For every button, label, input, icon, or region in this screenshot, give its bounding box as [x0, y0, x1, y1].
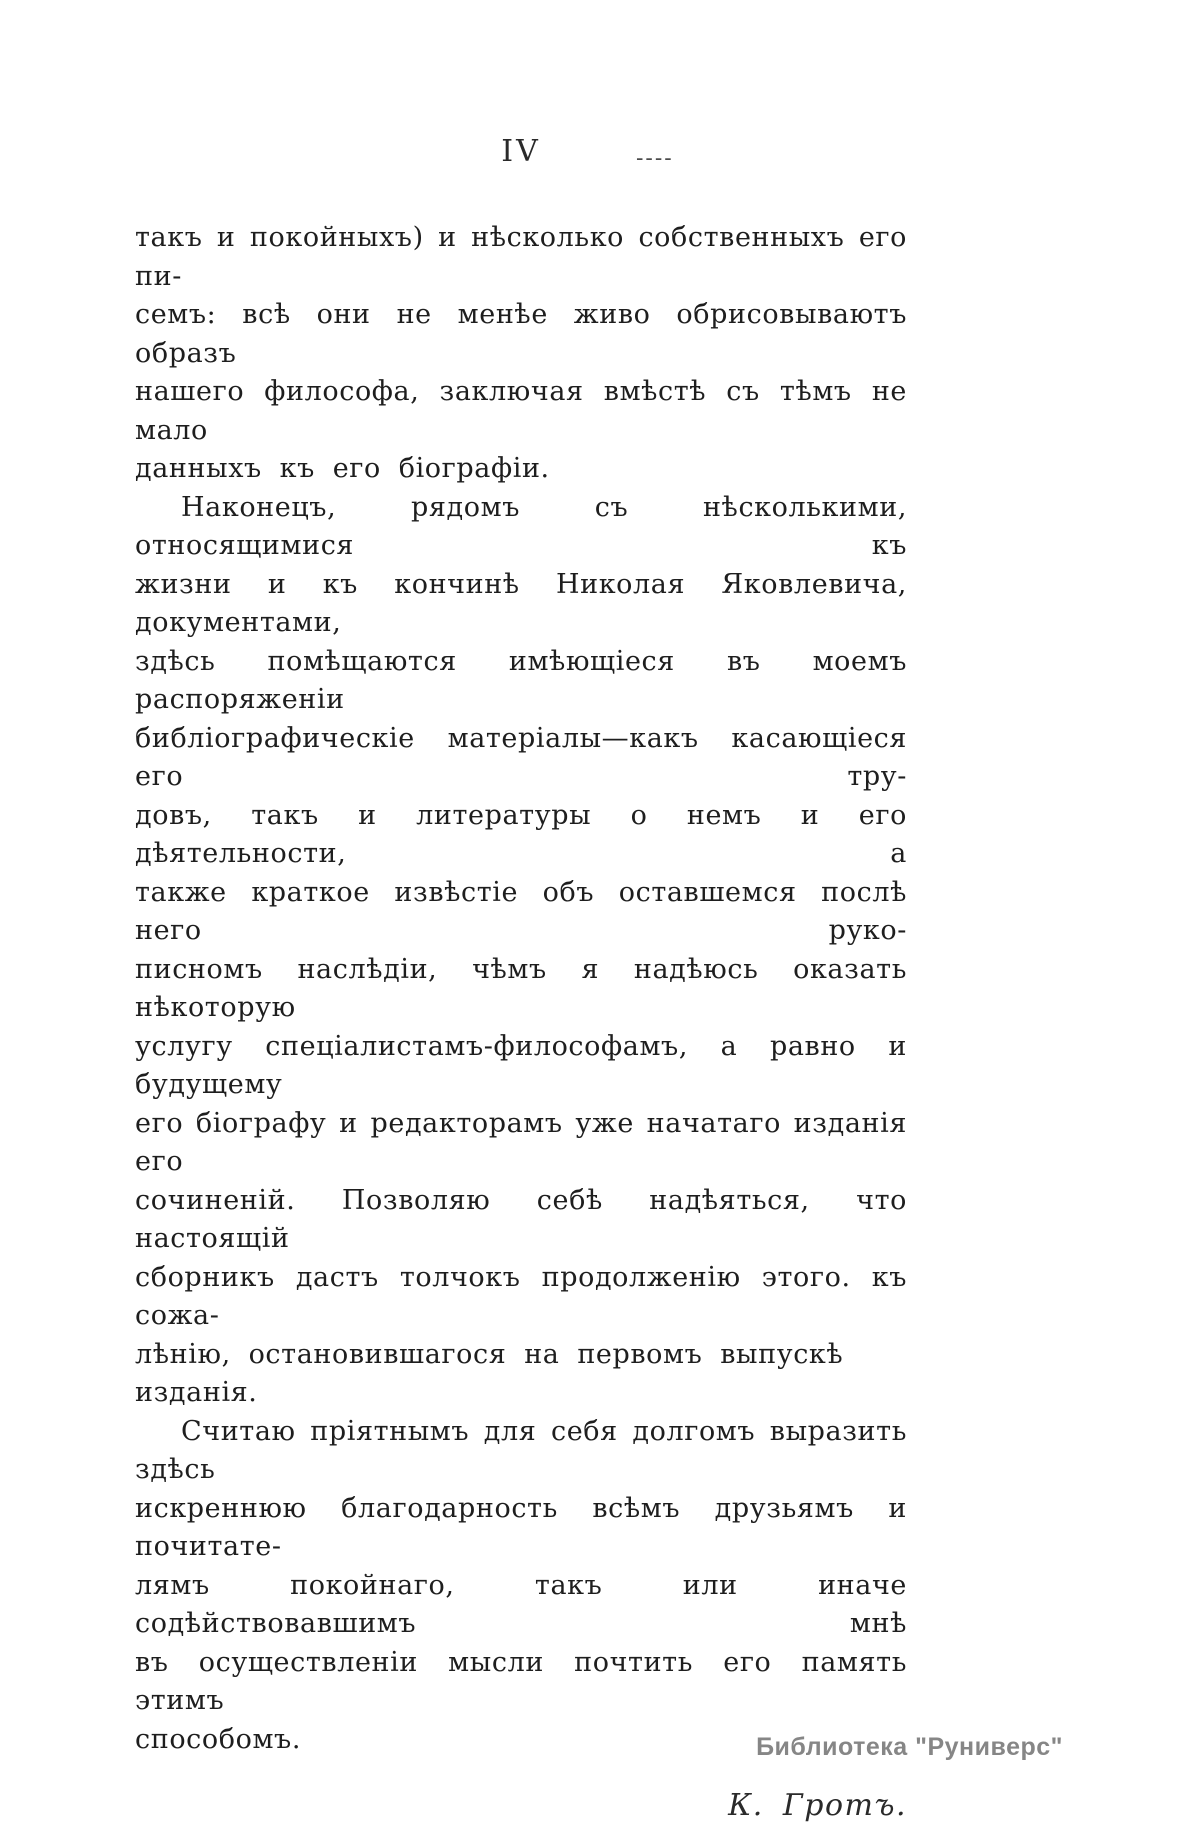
text-line: довъ, такъ и литературы о немъ и его дѣятельности, а — [135, 799, 907, 869]
text-line: сочиненій. Позволяю себѣ надѣяться, что настоящій — [135, 1184, 907, 1254]
text-line: искреннюю благодарность всѣмъ друзьямъ и почитате- — [135, 1492, 907, 1562]
page-number: IV — [501, 134, 541, 169]
text-line: Наконецъ, рядомъ съ нѣсколькими, относящимися къ — [135, 491, 907, 561]
text-line: писномъ наслѣдіи, чѣмъ я надѣюсь оказать нѣкоторую — [135, 953, 907, 1023]
paragraph — [135, 219, 907, 489]
text-line: библіографическіе матеріалы—какъ касающіеся его тру- — [135, 722, 907, 792]
text-line: Считаю пріятнымъ для себя долгомъ выразить здѣсь — [135, 1415, 907, 1485]
text-line: лямъ покойнаго, такъ или иначе содѣйствовавшимъ мнѣ — [135, 1569, 907, 1639]
text-line: жизни и къ кончинѣ Николая Яковлевича, документами, — [135, 568, 907, 638]
watermark-text: Библиотека "Руниверс" — [756, 1733, 1063, 1761]
scan-artifact-dashes: ---- — [636, 146, 674, 171]
text-line: семъ: всѣ они не менѣе живо обрисовываютъ образъ — [135, 299, 907, 369]
paragraph — [135, 489, 907, 1413]
text-line: способомъ. — [135, 1723, 302, 1755]
text-line: услугу спеціалистамъ-философамъ, а равно и будущему — [135, 1030, 907, 1100]
text-line: сборникъ дастъ толчокъ продолженію этого. къ сожа- — [135, 1261, 907, 1331]
body-text — [135, 219, 907, 1826]
text-line: нашего философа, заключая вмѣстѣ съ тѣмъ не мало — [135, 376, 907, 446]
text-line: также краткое извѣстіе объ оставшемся послѣ него руко- — [135, 876, 907, 946]
text-line: въ осуществленіи мысли почтить его память этимъ — [135, 1646, 907, 1716]
text-line: здѣсь помѣщаются имѣющіеся въ моемъ распоряженіи — [135, 645, 907, 715]
text-line: лѣнію, остановившагося на первомъ выпускѣ изданія. — [135, 1338, 844, 1408]
author-signature: К. Гротъ. — [728, 1788, 907, 1823]
paragraph — [135, 1413, 907, 1760]
text-line: его біографу и редакторамъ уже начатаго изданія его — [135, 1107, 907, 1177]
text-line: данныхъ къ его біографіи. — [135, 453, 550, 484]
text-line: такъ и покойныхъ) и нѣсколько собственныхъ его пи- — [135, 222, 907, 292]
